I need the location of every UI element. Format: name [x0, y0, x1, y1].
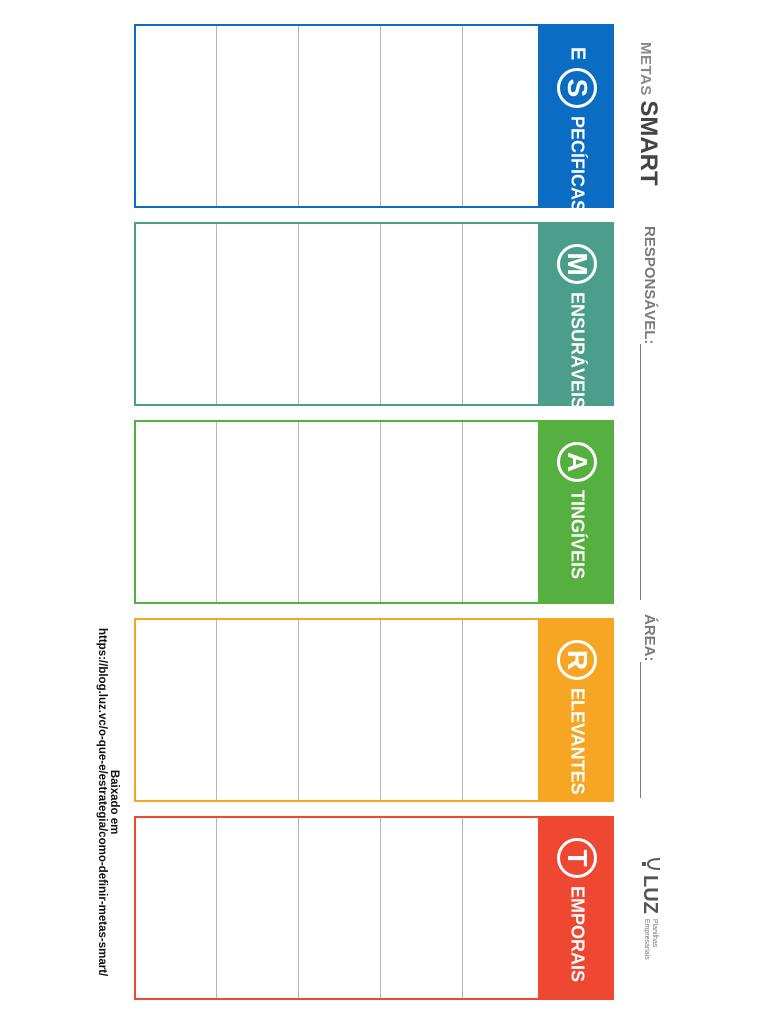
smart-band-a	[540, 420, 614, 604]
band-letter-circle: A	[557, 442, 597, 482]
band-letter-circle: R	[557, 640, 597, 680]
grid-divider	[216, 818, 217, 998]
grid-divider	[462, 224, 463, 404]
smart-band-m	[540, 222, 614, 410]
band-letter-circle: M	[557, 244, 597, 284]
responsavel-blank-line[interactable]	[640, 344, 655, 600]
area-blank-line[interactable]	[640, 662, 655, 798]
band-word: ENSURÁVEIS	[567, 292, 588, 410]
logo-tagline-2: Empresariais	[643, 918, 650, 960]
title-prefix: METAS	[637, 42, 654, 96]
logo-tagline	[642, 919, 658, 960]
grid-divider	[462, 818, 463, 998]
grid-divider	[298, 26, 299, 206]
smart-grid-m[interactable]	[134, 222, 540, 406]
logo-name: LUZ	[639, 875, 662, 914]
smart-row-a	[134, 420, 614, 604]
grid-divider	[216, 26, 217, 206]
grid-divider	[298, 224, 299, 404]
lightbulb-icon	[638, 856, 662, 872]
grid-divider	[380, 422, 381, 602]
smart-grid-r[interactable]	[134, 618, 540, 802]
band-letter-circle: S	[557, 68, 597, 108]
smart-grid-s[interactable]	[134, 24, 540, 208]
page-title	[634, 42, 662, 186]
grid-divider	[216, 620, 217, 800]
smart-band-s	[540, 24, 614, 213]
download-source	[96, 628, 120, 976]
grid-divider	[462, 620, 463, 800]
smart-grid-t[interactable]	[134, 816, 540, 1000]
band-prefix: E	[566, 46, 589, 61]
grid-divider	[380, 818, 381, 998]
luz-logo	[638, 856, 662, 960]
grid-divider	[380, 620, 381, 800]
smart-band-t	[540, 816, 614, 1000]
band-word: PECÍFICAS	[567, 116, 588, 213]
smart-row-m	[134, 222, 614, 410]
grid-divider	[298, 620, 299, 800]
band-word: TINGÍVEIS	[567, 490, 588, 580]
grid-divider	[216, 422, 217, 602]
grid-divider	[380, 224, 381, 404]
download-label: Baixado em	[108, 769, 120, 835]
grid-divider	[216, 224, 217, 404]
responsavel-field	[640, 226, 658, 600]
smart-row-r	[134, 618, 614, 802]
smart-band-r	[540, 618, 614, 802]
grid-divider	[380, 26, 381, 206]
download-url[interactable]: https://blog.luz.vc/o-que-e/estrategia/como-definir-metas-smart/	[96, 628, 108, 977]
band-word: EMPORAIS	[567, 886, 588, 983]
logo-tagline-1: Planilhas	[651, 918, 658, 948]
grid-divider	[462, 26, 463, 206]
grid-divider	[298, 422, 299, 602]
band-word: ELEVANTES	[567, 688, 588, 795]
area-field	[640, 614, 658, 798]
title-main: SMART	[635, 100, 662, 186]
smart-row-t	[134, 816, 614, 1000]
smart-row-s	[134, 24, 614, 213]
area-label: ÁREA:	[641, 614, 658, 662]
band-letter-circle: T	[557, 838, 597, 878]
grid-divider	[298, 818, 299, 998]
responsavel-label: RESPONSÁVEL:	[641, 226, 658, 345]
grid-divider	[462, 422, 463, 602]
smart-grid-a[interactable]	[134, 420, 540, 604]
